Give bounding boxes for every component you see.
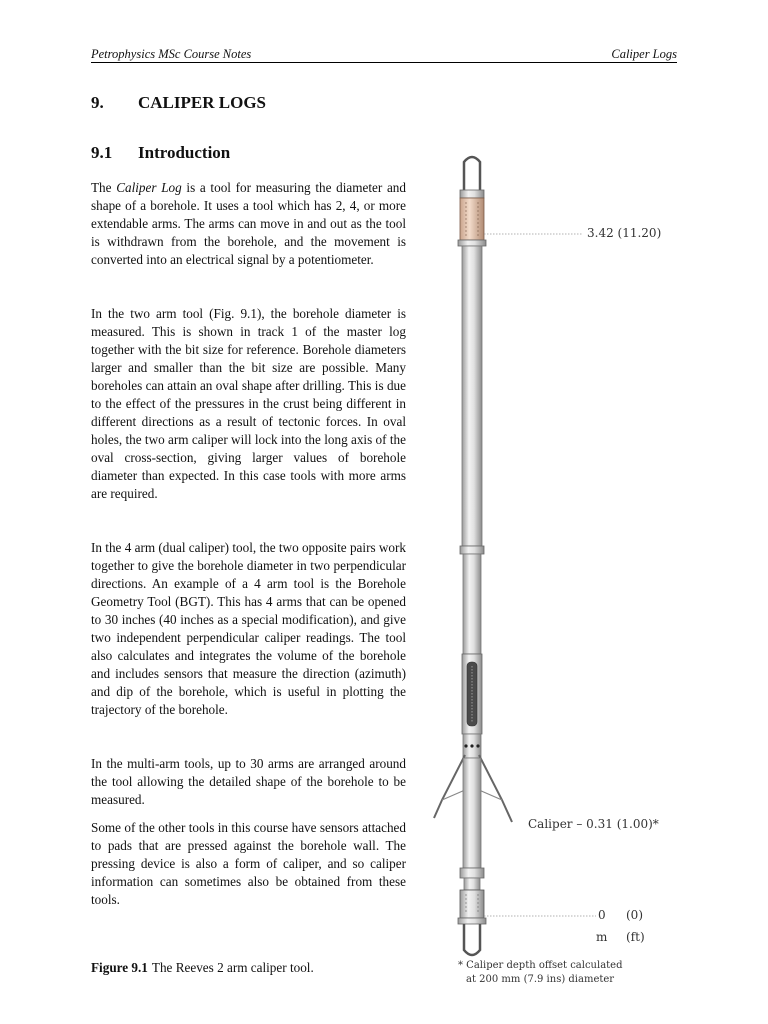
paragraph-4: In the multi-arm tools, up to 30 arms are arranged around the tool allowing the detailed shape of the borehole to be measured. (91, 756, 406, 807)
label-caliper-name: Caliper (528, 817, 573, 831)
page-header (91, 46, 677, 63)
caliper-tool-illustration (420, 150, 720, 1000)
label-top-offset: 3.42 (11.20) (587, 226, 662, 240)
caliper-log-term: Caliper Log (116, 180, 182, 195)
figure-caption-label: Figure 9.1 (91, 960, 148, 975)
header-course-title: Petrophysics MSc Course Notes (91, 47, 252, 61)
header-chapter-title: Caliper Logs (611, 47, 677, 61)
label-unit-m: m (596, 930, 608, 944)
label-caliper: Caliper – 0.31 (1.00)* (528, 817, 659, 831)
label-zero-m: 0 (598, 908, 606, 922)
subsection-title: Introduction (138, 143, 231, 162)
caliper-tool-figure (420, 150, 720, 1000)
figure-caption (91, 960, 314, 976)
footnote-line-1: * Caliper depth offset calculated (458, 960, 623, 971)
label-unit-ft: (ft) (626, 930, 645, 944)
section-title: CALIPER LOGS (138, 93, 266, 112)
subsection-heading (91, 143, 230, 163)
paragraph-2: In the two arm tool (Fig. 9.1), the borehole diameter is measured. This is shown in track 1 of the master log together with the bit size for reference. Borehole diameters larger and smaller than the bit size are possible. Many boreholes can attain an oval shape after drilling. This is due to the effect of the pressures in the crust being different in different directions as a result of tectonic forces. In oval holes, the two arm caliper will lock into the long axis of the oval cross-section, giving larger values of borehole diameter than expected. In this case tools with more arms are required. (91, 306, 406, 501)
section-number: 9. (91, 93, 104, 112)
figure-caption-text: The Reeves 2 arm caliper tool. (151, 960, 314, 975)
subsection-number: 9.1 (91, 143, 113, 162)
footnote-line-2: at 200 mm (7.9 ins) diameter (466, 974, 615, 985)
paragraph-1: The Caliper Log is a tool for measuring the diameter and shape of a borehole. It uses a tool which has 2, 4, or more extendable arms. The arms can move in and out as the tool is withdrawn from the borehole, and the movement is converted into an electrical signal by a potentiometer. (91, 180, 406, 267)
label-caliper-value: 0.31 (1.00)* (586, 817, 659, 831)
label-zero-ft: (0) (626, 908, 643, 922)
paragraph-3: In the 4 arm (dual caliper) tool, the two opposite pairs work together to give the borehole diameter in two perpendicular directions. An example of a 4 arm tool is the Borehole Geometry Tool (BGT). This has 4 arms that can be opened to 30 inches (40 inches as a special modification), and give two independent perpendicular caliper readings. The tool also calculates and integrates the volume of the borehole and includes sensors that measure the direction (azimuth) and dip of the borehole, which is useful in plotting the trajectory of the borehole. (91, 540, 406, 717)
section-heading (91, 93, 266, 113)
paragraph-5: Some of the other tools in this course have sensors attached to pads that are pressed against the borehole wall. The pressing device is also a form of caliper, and so caliper information can sometimes also be obtained from these tools. (91, 820, 406, 907)
